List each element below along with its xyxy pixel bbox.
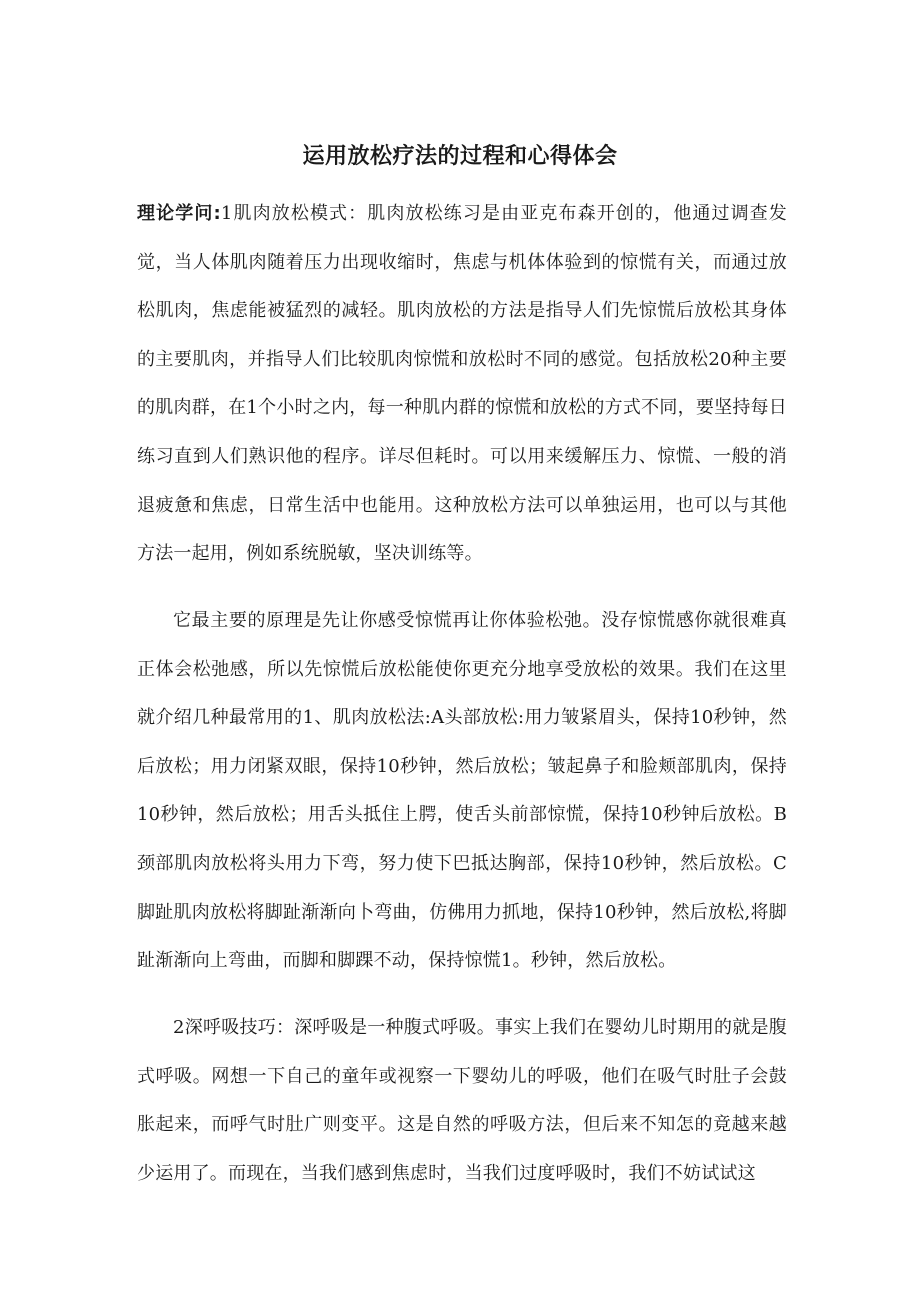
paragraph-text: 1肌肉放松模式：肌肉放松练习是由亚克布森开创的，他通过调查发觉，当人体肌肉随着压力出现收缩时，焦虑与机体体验到的惊慌有关，而通过放松肌肉，焦虑能被猛烈的减轻。肌肉放松的方法是指导人们先惊慌后放松其身体的主要肌肉，并指导人们比较肌肉惊慌和放松时不同的感觉。包括放松20种主要的肌肉群，在1个小时之内，每一种肌内群的惊慌和放松的方式不同，要坚持每日练习直到人们熟识他的程序。详尽但耗时。可以用来缓解压力、惊慌、一般的消退疲惫和焦虑，日常生活中也能用。这种放松方法可以单独运用，也可以与其他方法一起用，例如系统脱敏，坚决训练等。 <box>137 203 788 565</box>
paragraph-lead-label: 理论学问: <box>137 203 221 224</box>
paragraph-breathing <box>137 1004 787 1198</box>
paragraph-text: 2深呼吸技巧：深呼吸是一种腹式呼吸。事实上我们在婴幼儿时期用的就是腹式呼吸。网想一下自己的童年或视察一下婴幼儿的呼吸，他们在吸气时肚子会鼓胀起来，而呼气时肚广则变平。这是自然的呼吸方法，但后来不知怎的竟越来越少运用了。而现在，当我们感到焦虑时，当我们过度呼吸时，我们不妨试试这 <box>137 1017 787 1184</box>
paragraph-text: 它最主要的原理是先让你感受惊慌再让你体验松弛。没存惊慌感你就很难真正体会松弛感，所以先惊慌后放松能使你更充分地享受放松的效果。我们在这里就介绍几种最常用的1、肌肉放松法:A头部放松:用力皱紧眉头，保持10秒钟，然后放松；用力闭紧双眼，保持10秒钟，然后放松；皱起鼻子和脸颊部肌肉，保持10秒钟，然后放松；用舌头抵住上腭，使舌头前部惊慌，保持10秒钟后放松。B颈部肌肉放松将头用力下弯，努力使下巴抵达胸部，保持10秒钟，然后放松。C脚趾肌肉放松将脚趾渐渐向卜弯曲，仿佛用力抓地，保持10秒钟，然后放松,将脚趾渐渐向上弯曲，而脚和脚踝不动，保持惊慌1。秒钟，然后放松。 <box>137 610 787 972</box>
paragraph-principle <box>137 597 787 986</box>
paragraph-theory <box>137 190 787 579</box>
document-title: 运用放松疗法的过程和心得体会 <box>302 143 618 169</box>
